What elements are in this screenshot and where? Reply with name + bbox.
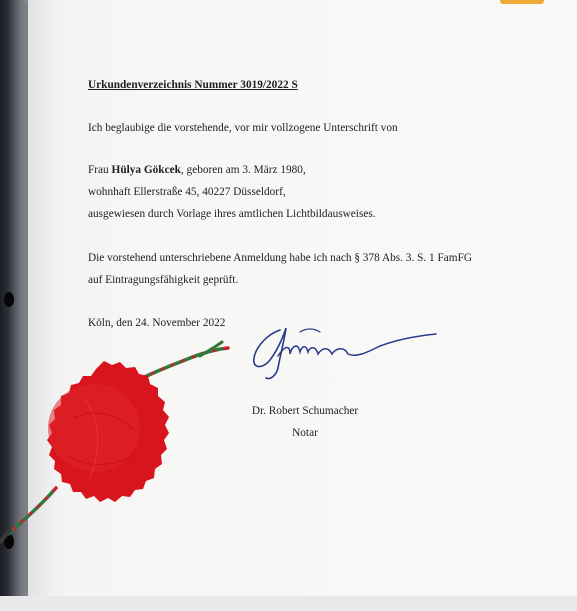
place-and-date: Köln, den 24. November 2022 — [88, 317, 226, 329]
tab-marker — [500, 0, 544, 4]
page-bottom-edge — [0, 596, 577, 611]
certificate-number-heading: Urkundenverzeichnis Nummer 3019/2022 S — [88, 79, 298, 91]
handwritten-signature — [240, 316, 440, 386]
punch-hole — [4, 292, 14, 307]
statement-line-1: Die vorstehend unterschriebene Anmeldung habe ich nach § 378 Abs. 3. S. 1 FamFG — [88, 252, 473, 264]
signatory-name: Hülya Gökcek — [111, 164, 181, 176]
signatory-prefix: Frau — [88, 164, 112, 176]
statement-line-2: auf Eintragungsfähigkeit geprüft. — [88, 274, 239, 286]
signatory-birth: , geboren am 3. März 1980, — [180, 164, 306, 176]
identification-line: ausgewiesen durch Vorlage ihres amtlichen Lichtbildausweises. — [88, 208, 376, 220]
notary-seal-icon — [0, 330, 240, 560]
notary-title: Notar — [292, 427, 318, 439]
notary-name: Dr. Robert Schumacher — [251, 405, 359, 417]
signatory-address: wohnhaft Ellerstraße 45, 40227 Düsseldorf, — [88, 186, 286, 198]
signatory-line — [88, 165, 306, 176]
certification-intro: Ich beglaubige die vorstehende, vor mir vollzogene Unterschrift von — [88, 122, 398, 134]
